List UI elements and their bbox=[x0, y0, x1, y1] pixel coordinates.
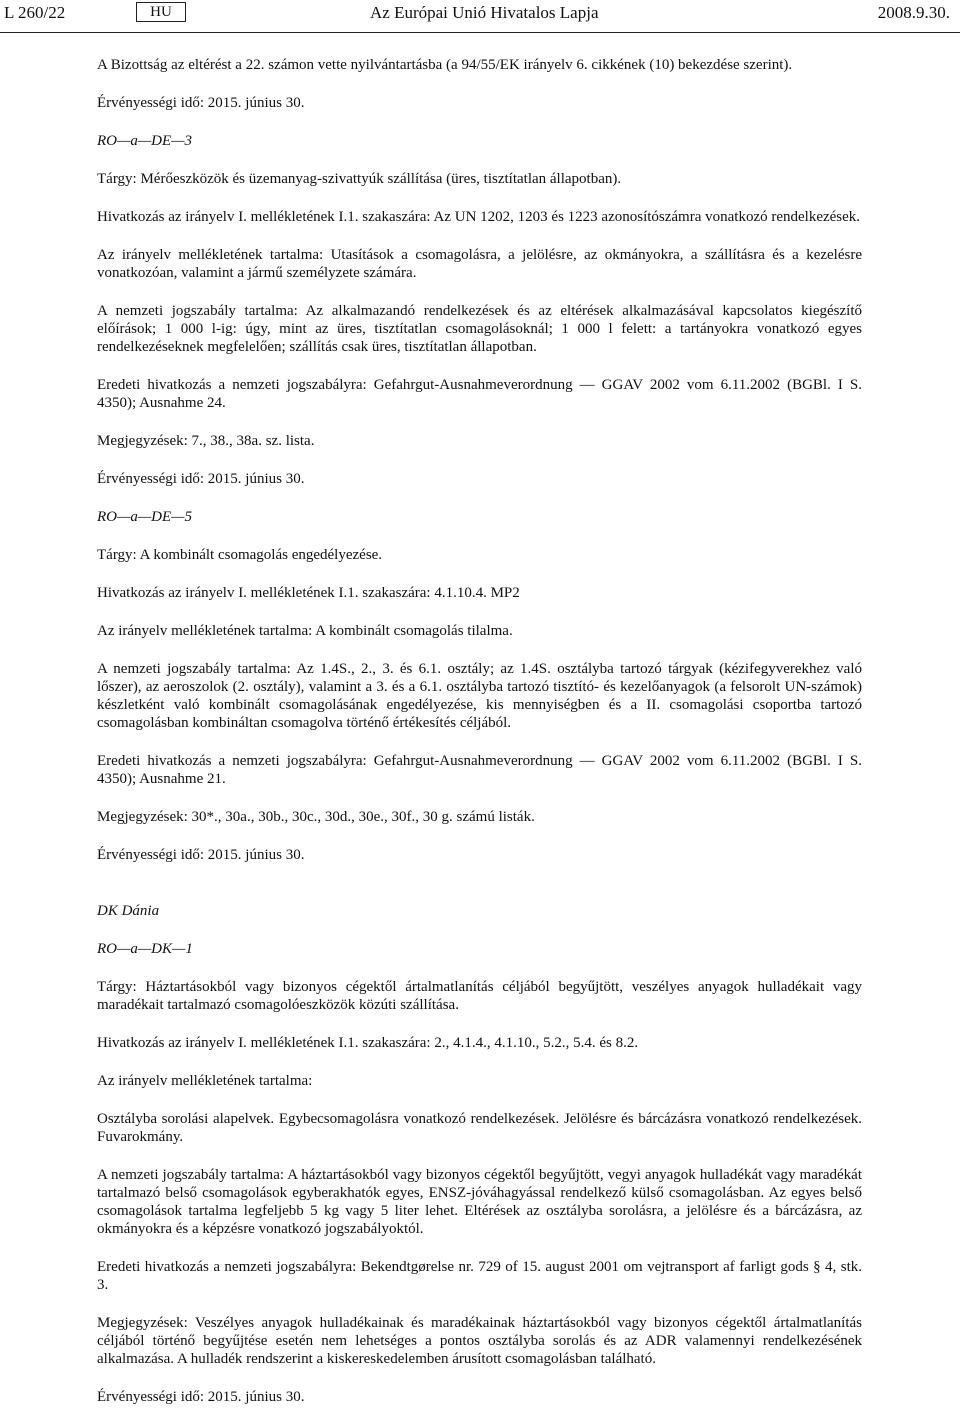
document-body bbox=[97, 56, 862, 1426]
derogation-code: RO—a—DE—5 bbox=[97, 509, 193, 525]
original-reference: Eredeti hivatkozás a nemzeti jogszabályra: Gefahrgut-Ausnahmeverordnung — GGAV 2002 vom 6.11.2002 (BGBl. I S. 4350); Ausnahme 24. bbox=[97, 377, 862, 411]
annex-content-label: Az irányelv mellékletének tartalma: bbox=[97, 1073, 313, 1089]
directive-reference: Hivatkozás az irányelv I. mellékletének I.1. szakaszára: Az UN 1202, 1203 és 1223 azonosítószámra vonatkozó rendelkezések. bbox=[97, 209, 861, 225]
subject: Tárgy: A kombinált csomagolás engedélyezése. bbox=[97, 547, 383, 563]
country-heading: DK Dánia bbox=[97, 903, 160, 919]
annex-content: Az irányelv mellékletének tartalma: Utasítások a csomagolásra, a jelölésre, az okmányokra, a szállításra és a kezelésre vonatkozóan, valamint a jármű személyzete számára. bbox=[97, 247, 862, 281]
validity-date: Érvényességi idő: 2015. június 30. bbox=[97, 1389, 305, 1405]
publication-date: 2008.9.30. bbox=[877, 3, 950, 22]
annex-content: Osztályba sorolási alapelvek. Egybecsomagolásra vonatkozó rendelkezések. Jelölésre és bárcázásra vonatkozó rendelkezések. Fuvarokmány. bbox=[97, 1111, 862, 1145]
language-badge: HU bbox=[136, 2, 186, 22]
comments: Megjegyzések: 7., 38., 38a. sz. lista. bbox=[97, 433, 315, 449]
original-reference: Eredeti hivatkozás a nemzeti jogszabályra: Gefahrgut-Ausnahmeverordnung — GGAV 2002 vom 6.11.2002 (BGBl. I S. 4350); Ausnahme 21. bbox=[97, 753, 862, 787]
national-law-content: A nemzeti jogszabály tartalma: Az alkalmazandó rendelkezések és az eltérések alkalmazásával kapcsolatos kiegészítő előírások; 1 000 l-ig: úgy, mint az üres, tisztítatlan csomagolásoknál; 1 000 l felett: a tartányokra vonatkozó egyes rendelkezéseknek megfelelően; szállítás csak üres, tisztítatlan állapotban. bbox=[97, 303, 862, 355]
directive-reference: Hivatkozás az irányelv I. mellékletének I.1. szakaszára: 2., 4.1.4., 4.1.10., 5.2., 5.4. és 8.2. bbox=[97, 1035, 639, 1051]
validity-date: Érvényességi idő: 2015. június 30. bbox=[97, 471, 305, 487]
subject: Tárgy: Háztartásokból vagy bizonyos cégektől ártalmatlanítás céljából begyűjtött, veszélyes anyagok hulladékait vagy maradékait tartalmazó csomagolóeszközök közúti szállítása. bbox=[97, 979, 862, 1013]
validity-date: Érvényességi idő: 2015. június 30. bbox=[97, 847, 305, 863]
validity-date: Érvényességi idő: 2015. június 30. bbox=[97, 95, 305, 111]
annex-content: Az irányelv mellékletének tartalma: A kombinált csomagolás tilalma. bbox=[97, 623, 513, 639]
national-law-content: A nemzeti jogszabály tartalma: Az 1.4S., 2., 3. és 6.1. osztály; az 1.4S. osztályba tartozó tárgyak (kézifegyverekhez való lőszer), az aeroszolok (2. osztály), valamint a 3. és a 6.1. osztályba tartozó tisztító- és kezelőanyagok (a felsorolt UN-számok) készletként való kombinált csomagolásának engedélyezése, kis mennyiségben és a II. csomagolási csoportba tartozó csomagolásban kombináltan csomagolva történő értékesítés céljából. bbox=[97, 661, 862, 731]
page-reference: L 260/22 bbox=[4, 3, 66, 22]
national-law-content: A nemzeti jogszabály tartalma: A háztartásokból vagy bizonyos cégektől begyűjtött, vegyi anyagok hulladékát vagy maradékát tartalmazó belső csomagolások egyberakhatók egyes, ENSZ-jóváhagyással rendelkező külső csomagolásban. Az egyes belső csomagolások tartalma legfeljebb 5 kg vagy 5 liter lehet. Eltérések az osztályba sorolásra, a jelölésre és a bárcázásra, az okmányokra és a képzésre vonatkozó jogszabályoktól. bbox=[97, 1167, 862, 1237]
derogation-code: RO—a—DK—1 bbox=[97, 941, 193, 957]
registration-note: A Bizottság az eltérést a 22. számon vette nyilvántartásba (a 94/55/EK irányelv 6. cikkének (10) bekezdése szerint). bbox=[97, 57, 793, 73]
comments: Megjegyzések: 30*., 30a., 30b., 30c., 30d., 30e., 30f., 30 g. számú listák. bbox=[97, 809, 535, 825]
original-reference: Eredeti hivatkozás a nemzeti jogszabályra: Bekendtgørelse nr. 729 of 15. august 2001 om vejtransport af farligt gods § 4, stk. 3. bbox=[97, 1259, 862, 1293]
subject: Tárgy: Mérőeszközök és üzemanyag-szivattyúk szállítása (üres, tisztítatlan állapotban). bbox=[97, 171, 622, 187]
header-divider bbox=[0, 32, 960, 33]
directive-reference: Hivatkozás az irányelv I. mellékletének I.1. szakaszára: 4.1.10.4. MP2 bbox=[97, 585, 520, 601]
journal-title: Az Európai Unió Hivatalos Lapja bbox=[370, 3, 599, 22]
derogation-code: RO—a—DE—3 bbox=[97, 133, 193, 149]
comments: Megjegyzések: Veszélyes anyagok hulladékainak és maradékainak háztartásokból vagy bizonyos cégektől ártalmatlanítás céljából történő begyűjtése esetén nem lehetséges a pontos osztályba sorolás és az ADR valamennyi rendelkezésének alkalmazása. A hulladék rendszerint a kiskereskedelemben árusított csomagolásban található. bbox=[97, 1315, 862, 1367]
page-header bbox=[0, 0, 960, 28]
